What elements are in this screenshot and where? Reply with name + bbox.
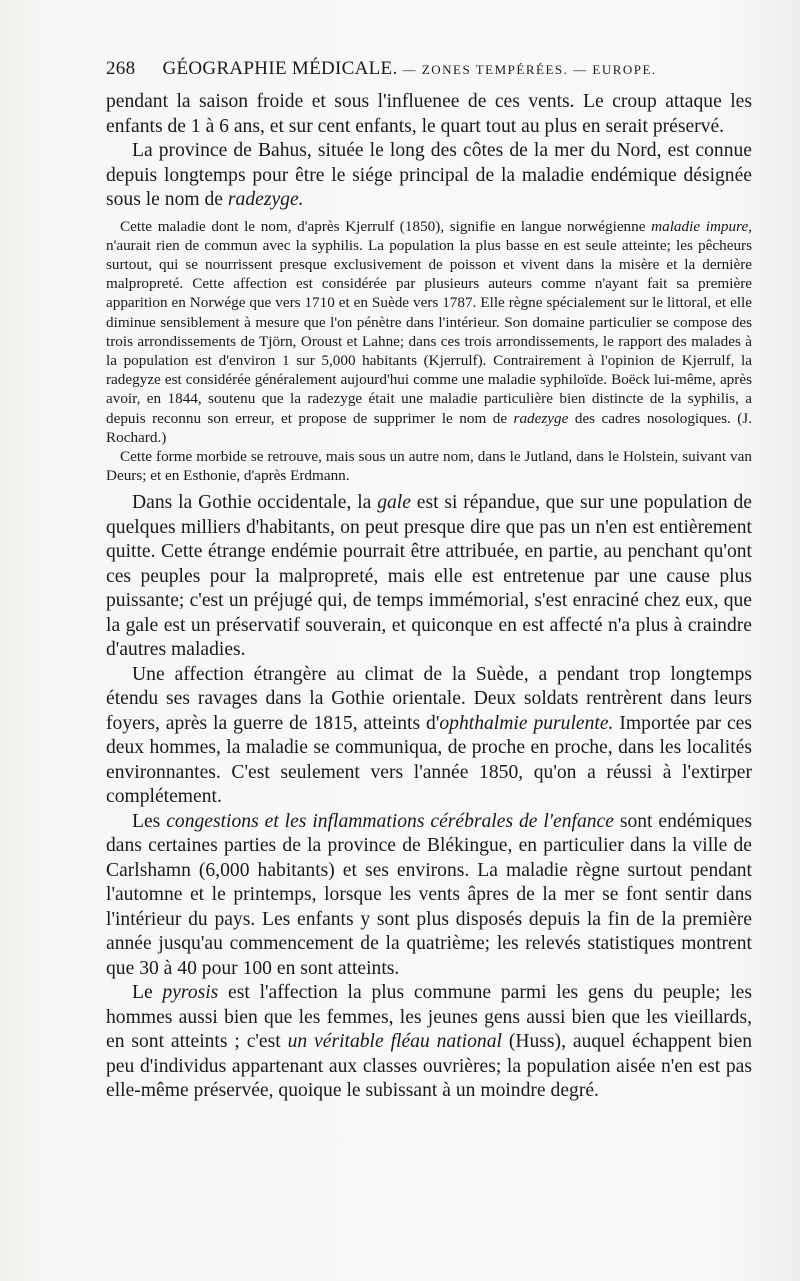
italic-text: pyrosis <box>162 982 219 1004</box>
text: Importée par ces deux hommes, la maladie se communiqua, de proche en proche, dans les localités environnantes. C'est seulement vers l'année 1850, qu'on a réussi à l'extirper complétement. <box>106 712 752 808</box>
paragraph-congestions <box>106 810 752 982</box>
text: Dans la Gothie occidentale, la <box>132 492 378 514</box>
text: est l'affection la plus commune parmi les gens du peuple; les hommes aussi bien que les femmes, les jeunes gens aussi bien que les vieillards, en sont atteints ; c'est <box>106 982 752 1053</box>
header-subtitle: — ZONES TEMPÉRÉES. — EUROPE. <box>402 62 657 77</box>
paragraph-pyrosis <box>106 981 752 1104</box>
italic-text: radezyge <box>513 409 569 427</box>
running-header <box>106 58 756 80</box>
italic-text: radezyge. <box>227 189 304 210</box>
paragraph-croup-continuation: pendant la saison froide et sous l'influenee de ces vents. Le croup attaque les enfants de 1 à 6 ans, et sur cent enfants, le quart tout au plus en serait préservé. <box>106 91 752 137</box>
paragraph-bahus <box>106 139 752 213</box>
header-title: GÉOGRAPHIE MÉDICALE. <box>162 58 398 79</box>
italic-text: gale <box>377 492 411 514</box>
italic-text: ophthalmie purulente. <box>439 712 614 734</box>
note-jutland: Cette forme morbide se retrouve, mais sous un autre nom, dans le Jutland, dans le Holstein, suivant van Deurs; et en Esthonie, d'après Erdmann. <box>106 447 752 485</box>
text: Cette maladie dont le nom, d'après Kjerrulf (1850), signifie en langue norwégienne <box>120 217 652 235</box>
text: est si répandue, que sur une population de quelques milliers d'habitants, on peut presque dire que pas un n'en est entièrement quitte. Cette étrange endémie pourrait être attribuée, en partie, au penchant qu'ont ces peuples pour la malpropreté, mais elle est entretenue par une cause plus puissante; c'est un préjugé qui, de temps immémorial, s'est enraciné chez eux, que la gale est un préservatif souverain, et quiconque en est affecté n'a plus à craindre d'autres maladies. <box>106 492 752 661</box>
text: Les <box>132 810 167 832</box>
text: La province de Bahus, située le long des côtes de la mer du Nord, est connue depuis longtemps pour être le siége principal de la maladie endémique désignée sous le nom de <box>106 140 752 210</box>
italic-text: maladie impure, <box>651 217 752 235</box>
text: Le <box>132 982 163 1004</box>
italic-text: congestions et les inflammations cérébrales de l'enfance <box>166 810 614 832</box>
italic-text: un véritable fléau national <box>287 1031 502 1053</box>
text: (Huss), auquel échappent bien peu d'individus appartenant aux classes ouvrières; la population aisée n'en est pas elle-même préservée, quoique le subissant à un moindre degré. <box>106 1031 752 1102</box>
note-radezyge <box>106 217 752 447</box>
text: des cadres nosologiques. (J. Rochard.) <box>106 409 753 446</box>
text: sont endémiques dans certaines parties de la province de Blékingue, en particulier dans la ville de Carlshamn (6,000 habitants) et ses environs. La maladie règne surtout pendant l'automne et le printemps, lorsque les vents âpres de la mer se font sentir dans l'intérieur du pays. Les enfants y sont plus disposés depuis la fin de la première année jusqu'au commencement de la quatrième; les relevés statistiques montrent que 30 à 40 pour 100 en sont atteints. <box>106 810 752 979</box>
text: n'aurait rien de commun avec la syphilis. La population la plus basse en est seule atteinte; les pêcheurs surtout, qui se nourrissent presque exclusivement de poisson et vivent dans la misère et la dernière malpropreté. Cette affection est considérée par plusieurs auteurs comme n'ayant fait sa première apparition en Norwége que vers 1710 et en Suède vers 1787. Elle règne spécialement sur le littoral, et elle diminue sensiblement à mesure que l'on pénètre dans l'intérieur. Son domaine particulier se compose des trois arrondissements de Tjörn, Oroust et Lahne; dans ces trois arrondissements, le rapport des malades à la population est d'environ 1 sur 5,000 habitants (Kjerrulf). Contrairement à l'opinion de Kjerrulf, la radegyze est considérée généralement aujourd'hui comme une maladie syphiloïde. Boëck lui-même, après avoir, en 1844, soutenu que la radezyge était une maladie particulière bien distincte de la syphilis, a depuis reconnu son erreur, et propose de supprimer le nom de <box>106 236 752 427</box>
paragraph-gale <box>106 491 752 663</box>
paragraph-ophthalmie <box>106 663 752 810</box>
page-body <box>106 90 752 1104</box>
page-number: 268 <box>106 58 136 79</box>
text: Une affection étrangère au climat de la Suède, a pendant trop longtemps étendu ses ravages dans la Gothie orientale. Deux soldats rentrèrent dans leurs foyers, après la guerre de 1815, atteints d' <box>106 663 752 734</box>
